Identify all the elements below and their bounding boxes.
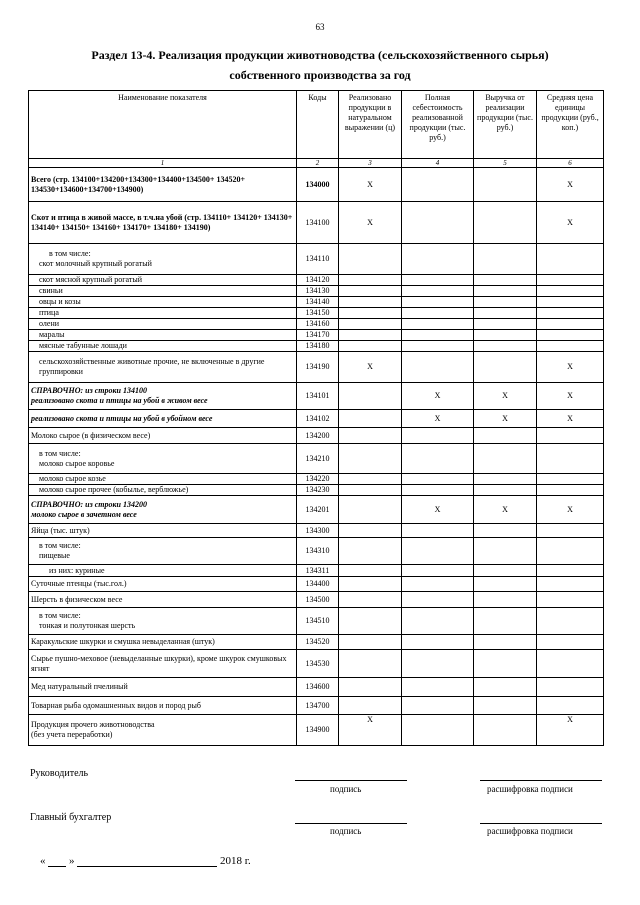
- cell-avg-price[interactable]: [537, 330, 604, 341]
- date-month-field[interactable]: [77, 856, 217, 867]
- cell-quantity[interactable]: [339, 697, 402, 715]
- row-code: 134190: [297, 352, 339, 383]
- row-name: птица: [29, 308, 297, 319]
- cell-quantity[interactable]: [339, 474, 402, 485]
- row-code: 134520: [297, 635, 339, 650]
- cell-cost[interactable]: [402, 678, 474, 697]
- cell-cost[interactable]: [402, 286, 474, 297]
- cell-cost[interactable]: [402, 715, 474, 746]
- cell-quantity[interactable]: X: [339, 715, 402, 746]
- row-name: [29, 244, 297, 275]
- row-name-line2: скот молочный крупный рогатый: [39, 259, 152, 268]
- row-name-line2: молоко сырое в зачетном весе: [31, 509, 137, 519]
- row-name-line2: пищевые: [39, 551, 70, 560]
- row-code: 134102: [297, 410, 339, 428]
- row-code: 134510: [297, 608, 339, 635]
- table-row: [29, 592, 604, 608]
- table-row: [29, 650, 604, 678]
- row-code: 134300: [297, 524, 339, 538]
- table-row: [29, 577, 604, 592]
- cell-cost[interactable]: [402, 244, 474, 275]
- header-name: Наименование показателя: [29, 91, 297, 159]
- row-name: Скот и птица в живой массе, в т.ч.на убой (стр. 134110+ 134120+ 134130+ 134140+ 134150+ 134160+ 134170+ 134180+ 134190): [29, 202, 297, 244]
- row-name: мясные табунные лошади: [29, 341, 297, 352]
- table-row: [29, 485, 604, 496]
- table-row: [29, 383, 604, 410]
- row-name: молоко сырое прочее (кобылье, верблюжье): [29, 485, 297, 496]
- row-code: 134100: [297, 202, 339, 244]
- row-name: [29, 444, 297, 474]
- cell-avg-price[interactable]: [537, 341, 604, 352]
- row-name-line2: реализовано скота и птицы на убой в живом весе: [31, 396, 208, 405]
- cell-cost[interactable]: [402, 635, 474, 650]
- cell-quantity[interactable]: [339, 428, 402, 444]
- row-code: 134500: [297, 592, 339, 608]
- row-name: Шерсть в физическом весе: [29, 592, 297, 608]
- cell-revenue[interactable]: X: [474, 383, 537, 410]
- row-name: Сырье пушно-меховое (невыделанные шкурки), кроме шкурок смушковых ягнят: [29, 650, 297, 678]
- cell-cost[interactable]: [402, 444, 474, 474]
- row-name: Всего (стр. 134100+134200+134300+134400+134500+ 134520+ 134530+134600+134700+134900): [29, 168, 297, 202]
- cell-quantity[interactable]: X: [339, 352, 402, 383]
- table-row: [29, 202, 604, 244]
- row-code: 134200: [297, 428, 339, 444]
- table-row: [29, 308, 604, 319]
- cell-avg-price[interactable]: [537, 577, 604, 592]
- cell-revenue[interactable]: [474, 168, 537, 202]
- cell-revenue[interactable]: [474, 565, 537, 577]
- column-number: 3: [339, 159, 402, 168]
- table-row: [29, 538, 604, 565]
- row-name: Каракульские шкурки и смушка невыделанная (штук): [29, 635, 297, 650]
- table-row: [29, 341, 604, 352]
- row-name: [29, 538, 297, 565]
- cell-avg-price[interactable]: [537, 319, 604, 330]
- cell-quantity[interactable]: [339, 485, 402, 496]
- cell-quantity[interactable]: [339, 275, 402, 286]
- cell-revenue[interactable]: [474, 352, 537, 383]
- cell-quantity[interactable]: [339, 678, 402, 697]
- cell-cost[interactable]: [402, 485, 474, 496]
- cell-cost[interactable]: [402, 297, 474, 308]
- table-row: [29, 319, 604, 330]
- cell-quantity[interactable]: [339, 496, 402, 524]
- cell-avg-price[interactable]: [537, 485, 604, 496]
- cell-cost[interactable]: [402, 275, 474, 286]
- cell-cost[interactable]: [402, 474, 474, 485]
- head-signature-line[interactable]: [295, 780, 407, 781]
- row-name-line1: в том числе:: [39, 541, 81, 550]
- table-row: [29, 330, 604, 341]
- cell-quantity[interactable]: [339, 444, 402, 474]
- cell-revenue[interactable]: [474, 592, 537, 608]
- row-name-line2: (без учета переработки): [31, 730, 113, 739]
- row-name: из них: куриные: [29, 565, 297, 577]
- row-name: Молоко сырое (в физическом весе): [29, 428, 297, 444]
- cell-cost[interactable]: [402, 592, 474, 608]
- cell-avg-price[interactable]: [537, 697, 604, 715]
- cell-cost[interactable]: [402, 202, 474, 244]
- row-code: 134310: [297, 538, 339, 565]
- table-row: [29, 428, 604, 444]
- accountant-signature-caption: подпись: [330, 826, 362, 836]
- head-decoding-caption: расшифровка подписи: [487, 784, 573, 794]
- cell-avg-price[interactable]: [537, 244, 604, 275]
- cell-cost[interactable]: [402, 697, 474, 715]
- date-day-field[interactable]: [48, 856, 66, 867]
- row-name: молоко сырое козье: [29, 474, 297, 485]
- cell-cost[interactable]: [402, 650, 474, 678]
- header-avg-price: Средняя цена единицы продукции (руб., коп.): [537, 91, 604, 159]
- table-row: [29, 297, 604, 308]
- cell-avg-price[interactable]: [537, 428, 604, 444]
- row-name: Товарная рыба одомашненных видов и пород рыб: [29, 697, 297, 715]
- cell-revenue[interactable]: [474, 650, 537, 678]
- cell-quantity[interactable]: [339, 330, 402, 341]
- cell-avg-price[interactable]: [537, 538, 604, 565]
- table-row: [29, 608, 604, 635]
- page-number: 63: [315, 22, 325, 32]
- table-row: [29, 352, 604, 383]
- table-row: [29, 635, 604, 650]
- table-row: [29, 410, 604, 428]
- cell-avg-price[interactable]: [537, 650, 604, 678]
- row-code: 134600: [297, 678, 339, 697]
- cell-cost[interactable]: [402, 330, 474, 341]
- cell-avg-price[interactable]: X: [537, 168, 604, 202]
- cell-quantity[interactable]: [339, 297, 402, 308]
- row-name-line1: в том числе:: [39, 448, 81, 458]
- table-row: [29, 244, 604, 275]
- cell-revenue[interactable]: [474, 319, 537, 330]
- cell-avg-price[interactable]: [537, 286, 604, 297]
- table-row: [29, 697, 604, 715]
- cell-revenue[interactable]: [474, 297, 537, 308]
- row-code: 134140: [297, 297, 339, 308]
- date-line: [40, 855, 251, 867]
- row-code: 134110: [297, 244, 339, 275]
- cell-revenue[interactable]: [474, 341, 537, 352]
- cell-revenue[interactable]: [474, 524, 537, 538]
- cell-quantity[interactable]: [339, 592, 402, 608]
- cell-avg-price[interactable]: [537, 474, 604, 485]
- cell-avg-price[interactable]: X: [537, 352, 604, 383]
- head-signature-caption: подпись: [330, 784, 362, 794]
- section-subtitle: собственного производства за год: [229, 68, 411, 82]
- column-number: 5: [474, 159, 537, 168]
- cell-cost[interactable]: [402, 608, 474, 635]
- row-name: овцы и козы: [29, 297, 297, 308]
- cell-avg-price[interactable]: X: [537, 383, 604, 410]
- accountant-decoding-caption: расшифровка подписи: [487, 826, 573, 836]
- cell-quantity[interactable]: [339, 524, 402, 538]
- head-label: Руководитель: [30, 768, 89, 779]
- column-number: 4: [402, 159, 474, 168]
- cell-avg-price[interactable]: [537, 308, 604, 319]
- cell-cost[interactable]: [402, 308, 474, 319]
- cell-cost[interactable]: [402, 352, 474, 383]
- cell-revenue[interactable]: [474, 715, 537, 746]
- row-code: 134201: [297, 496, 339, 524]
- row-code: 134400: [297, 577, 339, 592]
- cell-quantity[interactable]: [339, 383, 402, 410]
- row-code: 134900: [297, 715, 339, 746]
- cell-cost[interactable]: X: [402, 410, 474, 428]
- cell-avg-price[interactable]: [537, 635, 604, 650]
- row-code: 134120: [297, 275, 339, 286]
- cell-quantity[interactable]: [339, 410, 402, 428]
- row-code: 134130: [297, 286, 339, 297]
- cell-cost[interactable]: [402, 168, 474, 202]
- cell-quantity[interactable]: [339, 244, 402, 275]
- date-year: 2018 г.: [220, 855, 251, 867]
- row-name-line1: СПРАВОЧНО: из строки 134200: [31, 499, 148, 509]
- cell-revenue[interactable]: [474, 330, 537, 341]
- cell-quantity[interactable]: [339, 319, 402, 330]
- row-code: 134210: [297, 444, 339, 474]
- row-code: 134530: [297, 650, 339, 678]
- table-row: [29, 286, 604, 297]
- cell-revenue[interactable]: [474, 485, 537, 496]
- accountant-label: Главный бухгалтер: [30, 812, 112, 823]
- cell-avg-price[interactable]: [537, 275, 604, 286]
- row-name: [29, 496, 297, 524]
- row-name: реализовано скота и птицы на убой в убойном весе: [29, 410, 297, 428]
- cell-quantity[interactable]: [339, 286, 402, 297]
- row-name: свиньи: [29, 286, 297, 297]
- cell-cost[interactable]: X: [402, 496, 474, 524]
- cell-revenue[interactable]: [474, 428, 537, 444]
- cell-avg-price[interactable]: X: [537, 496, 604, 524]
- cell-avg-price[interactable]: [537, 524, 604, 538]
- row-name-line1: в том числе:: [39, 611, 81, 620]
- cell-revenue[interactable]: [474, 275, 537, 286]
- cell-quantity[interactable]: X: [339, 168, 402, 202]
- livestock-sales-table: [28, 90, 604, 746]
- header-cost: Полная себестоимость реализованной продукции (тыс. руб.): [402, 91, 474, 159]
- row-name: маралы: [29, 330, 297, 341]
- cell-quantity[interactable]: [339, 341, 402, 352]
- row-name: [29, 608, 297, 635]
- cell-quantity[interactable]: [339, 608, 402, 635]
- date-close-quote: »: [69, 855, 75, 867]
- row-name: [29, 715, 297, 746]
- cell-revenue[interactable]: [474, 678, 537, 697]
- column-number-row: [29, 159, 604, 168]
- cell-revenue[interactable]: X: [474, 410, 537, 428]
- date-open-quote: «: [40, 855, 46, 867]
- row-code: 134000: [297, 168, 339, 202]
- cell-quantity[interactable]: [339, 538, 402, 565]
- cell-revenue[interactable]: [474, 444, 537, 474]
- table-row: [29, 715, 604, 746]
- table-row: [29, 275, 604, 286]
- cell-revenue[interactable]: [474, 202, 537, 244]
- header-row: [29, 91, 604, 159]
- table-row: [29, 496, 604, 524]
- row-code: 134180: [297, 341, 339, 352]
- accountant-decoding-line[interactable]: [480, 823, 602, 824]
- cell-cost[interactable]: [402, 428, 474, 444]
- header-revenue: Выручка от реализации продукции (тыс. руб.): [474, 91, 537, 159]
- row-name: олени: [29, 319, 297, 330]
- cell-avg-price[interactable]: [537, 565, 604, 577]
- cell-avg-price[interactable]: [537, 297, 604, 308]
- row-name: Суточные птенцы (тыс.гол.): [29, 577, 297, 592]
- row-name: скот мясной крупный рогатый: [29, 275, 297, 286]
- table-row: [29, 474, 604, 485]
- accountant-signature-line[interactable]: [295, 823, 407, 824]
- cell-quantity[interactable]: [339, 308, 402, 319]
- row-name-line1: СПРАВОЧНО: из строки 134100: [31, 386, 148, 395]
- row-name: [29, 383, 297, 410]
- cell-revenue[interactable]: [474, 244, 537, 275]
- row-name-line1: Продукция прочего животноводства: [31, 720, 155, 729]
- row-code: 134101: [297, 383, 339, 410]
- row-code: 134311: [297, 565, 339, 577]
- row-code: 134150: [297, 308, 339, 319]
- cell-cost[interactable]: [402, 319, 474, 330]
- column-number: 1: [29, 159, 297, 168]
- table-row: [29, 168, 604, 202]
- row-name-line2: тонкая и полутонкая шерсть: [39, 621, 136, 630]
- cell-revenue[interactable]: [474, 608, 537, 635]
- row-name: Мед натуральный пчелиный: [29, 678, 297, 697]
- cell-avg-price[interactable]: X: [537, 202, 604, 244]
- row-name: сельскохозяйственные животные прочие, не включенные в другие группировки: [29, 352, 297, 383]
- row-code: 134160: [297, 319, 339, 330]
- header-codes: Коды: [297, 91, 339, 159]
- cell-avg-price[interactable]: [537, 444, 604, 474]
- table-row: [29, 444, 604, 474]
- cell-cost[interactable]: [402, 577, 474, 592]
- cell-revenue[interactable]: X: [474, 496, 537, 524]
- cell-quantity[interactable]: [339, 635, 402, 650]
- row-code: 134220: [297, 474, 339, 485]
- row-name: Яйца (тыс. штук): [29, 524, 297, 538]
- cell-revenue[interactable]: [474, 635, 537, 650]
- column-number: 2: [297, 159, 339, 168]
- cell-cost[interactable]: [402, 524, 474, 538]
- header-quantity: Реализовано продукции в натуральном выражении (ц): [339, 91, 402, 159]
- cell-avg-price[interactable]: X: [537, 715, 604, 746]
- cell-quantity[interactable]: [339, 577, 402, 592]
- cell-revenue[interactable]: [474, 474, 537, 485]
- cell-quantity[interactable]: [339, 565, 402, 577]
- cell-avg-price[interactable]: X: [537, 410, 604, 428]
- row-code: 134700: [297, 697, 339, 715]
- section-title: Раздел 13-4. Реализация продукции животноводства (сельскохозяйственного сырья): [91, 48, 549, 62]
- cell-cost[interactable]: X: [402, 383, 474, 410]
- column-number: 6: [537, 159, 604, 168]
- cell-avg-price[interactable]: [537, 608, 604, 635]
- cell-revenue[interactable]: [474, 538, 537, 565]
- cell-revenue[interactable]: [474, 286, 537, 297]
- row-code: 134170: [297, 330, 339, 341]
- cell-quantity[interactable]: [339, 650, 402, 678]
- cell-cost[interactable]: [402, 341, 474, 352]
- table-row: [29, 678, 604, 697]
- row-name-line1: в том числе:: [49, 249, 91, 258]
- cell-cost[interactable]: [402, 538, 474, 565]
- table-row: [29, 524, 604, 538]
- cell-revenue[interactable]: [474, 308, 537, 319]
- cell-avg-price[interactable]: [537, 678, 604, 697]
- row-code: 134230: [297, 485, 339, 496]
- row-name-line2: молоко сырое коровье: [39, 458, 115, 468]
- head-decoding-line[interactable]: [480, 780, 602, 781]
- cell-quantity[interactable]: X: [339, 202, 402, 244]
- cell-avg-price[interactable]: [537, 592, 604, 608]
- cell-revenue[interactable]: [474, 577, 537, 592]
- table-row: [29, 565, 604, 577]
- cell-cost[interactable]: [402, 565, 474, 577]
- cell-revenue[interactable]: [474, 697, 537, 715]
